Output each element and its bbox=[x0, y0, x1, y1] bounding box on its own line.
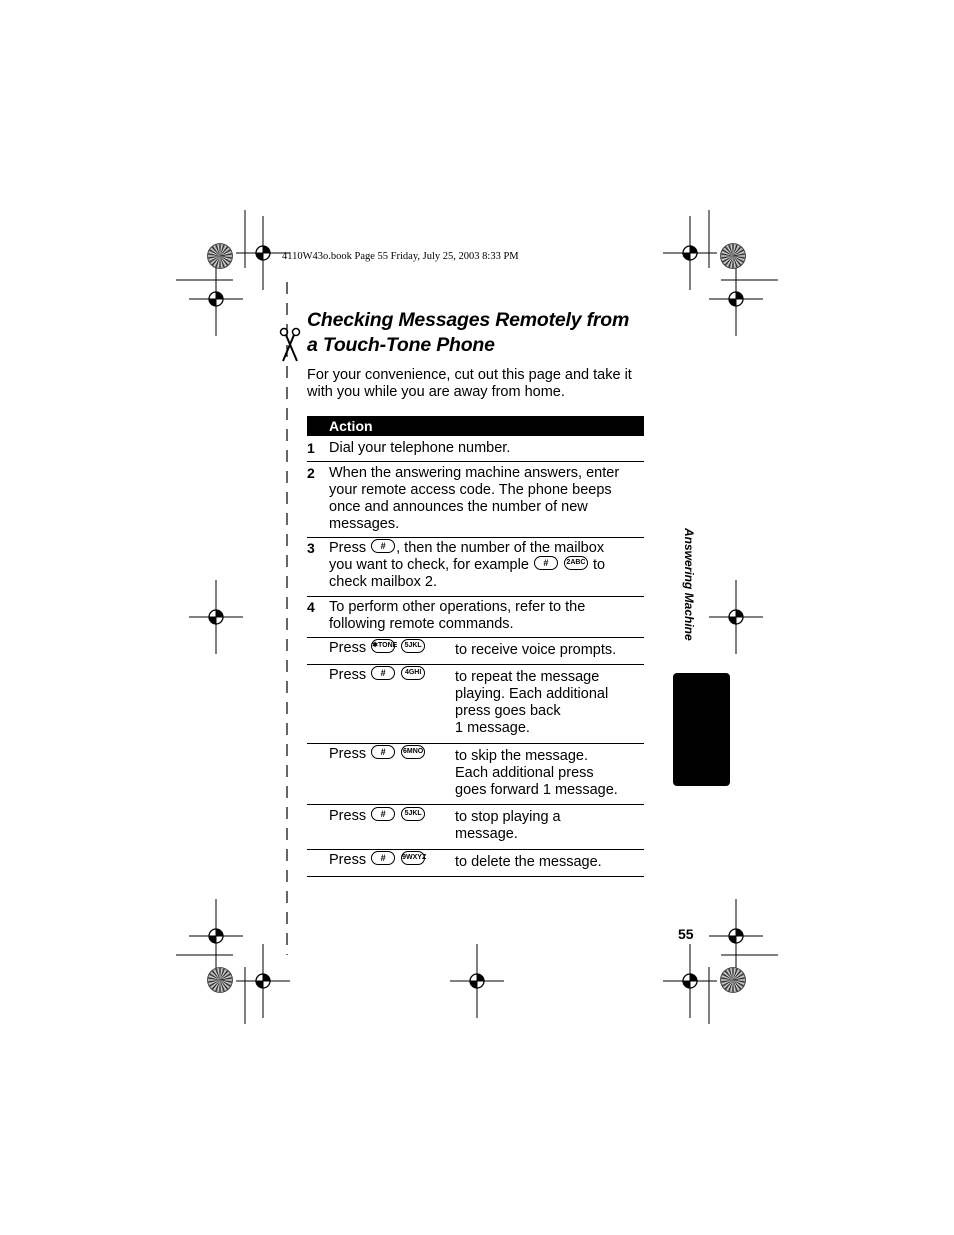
press-label: Press bbox=[329, 852, 367, 868]
registration-target-icon bbox=[709, 899, 763, 973]
registration-target-icon bbox=[709, 580, 763, 654]
step-3-text: Press bbox=[329, 540, 367, 556]
book-header-line: 4110W43o.book Page 55 Friday, July 25, 2003 8:33 PM bbox=[282, 251, 519, 262]
step-3-line bbox=[329, 540, 649, 557]
sunburst-dial-icon bbox=[721, 968, 746, 993]
key-5-icon: 5JKL bbox=[401, 639, 425, 653]
command-desc-line: to stop playing a bbox=[455, 809, 561, 825]
step-3-text: to bbox=[592, 557, 606, 573]
registration-target-icon bbox=[450, 944, 504, 1018]
key-2-icon: 2ABC bbox=[564, 556, 588, 570]
command-desc-line: to skip the message. bbox=[455, 748, 588, 764]
command-desc-line: to receive voice prompts. bbox=[455, 642, 617, 658]
step-text bbox=[329, 599, 649, 633]
registration-target-icon bbox=[189, 580, 243, 654]
press-label: Press bbox=[329, 667, 367, 683]
intro-line-1: For your convenience, cut out this page and take it bbox=[307, 367, 632, 383]
hash-key-icon: # bbox=[371, 539, 395, 553]
command-desc-line: Each additional press bbox=[455, 765, 594, 781]
page-title bbox=[307, 308, 667, 358]
key-9-icon: 9WXYZ bbox=[401, 851, 425, 865]
press-label: Press bbox=[329, 640, 367, 656]
step-3-text: you want to check, for example bbox=[329, 557, 529, 573]
row-divider bbox=[307, 804, 644, 805]
section-thumb-tab bbox=[673, 673, 730, 786]
command-desc-line: message. bbox=[455, 826, 518, 842]
step-number: 1 bbox=[307, 440, 315, 456]
command-desc-line: goes forward 1 message. bbox=[455, 782, 618, 798]
sunburst-dial-icon bbox=[721, 244, 746, 269]
row-divider bbox=[307, 461, 644, 462]
step-text bbox=[329, 465, 649, 533]
sunburst-dial-icon bbox=[208, 244, 233, 269]
section-side-label: Answering Machine bbox=[682, 528, 696, 641]
registration-target-icon bbox=[189, 899, 243, 973]
registration-target-icon bbox=[236, 944, 290, 1018]
key-6-icon: 6MNO bbox=[401, 745, 425, 759]
row-divider bbox=[307, 637, 644, 638]
page-number: 55 bbox=[678, 926, 694, 942]
row-divider bbox=[307, 849, 644, 850]
command-press bbox=[329, 667, 426, 684]
step-4-line: To perform other operations, refer to the bbox=[329, 599, 586, 615]
step-number: 4 bbox=[307, 599, 315, 615]
step-4-line: following remote commands. bbox=[329, 616, 514, 632]
intro-paragraph bbox=[307, 367, 657, 401]
key-4-icon: 4GHI bbox=[401, 666, 425, 680]
step-text bbox=[329, 540, 649, 591]
star-tone-key-icon: ✱TONE bbox=[371, 639, 395, 653]
row-divider bbox=[307, 664, 644, 665]
step-3-text: , then the number of the mailbox bbox=[396, 540, 605, 556]
command-description bbox=[455, 854, 645, 871]
step-text bbox=[329, 440, 649, 457]
key-5-icon: 5JKL bbox=[401, 807, 425, 821]
hash-key-icon: # bbox=[534, 556, 558, 570]
hash-key-icon: # bbox=[371, 851, 395, 865]
row-divider bbox=[307, 596, 644, 597]
step-2-line: messages. bbox=[329, 516, 400, 532]
command-press bbox=[329, 746, 426, 763]
table-header bbox=[307, 416, 644, 436]
command-desc-line: press goes back bbox=[455, 703, 561, 719]
title-line-2: a Touch-Tone Phone bbox=[307, 334, 495, 356]
row-divider bbox=[307, 537, 644, 538]
step-3-line: check mailbox 2. bbox=[329, 574, 437, 590]
row-divider bbox=[307, 743, 644, 744]
command-press bbox=[329, 808, 426, 825]
hash-key-icon: # bbox=[371, 807, 395, 821]
step-3-line bbox=[329, 557, 649, 574]
sunburst-dial-icon bbox=[208, 968, 233, 993]
step-number: 2 bbox=[307, 465, 315, 481]
hash-key-icon: # bbox=[371, 745, 395, 759]
command-desc-line: to repeat the message bbox=[455, 669, 600, 685]
command-press bbox=[329, 640, 426, 657]
command-desc-line: 1 message. bbox=[455, 720, 530, 736]
step-1-line: Dial your telephone number. bbox=[329, 440, 511, 456]
scissors-icon bbox=[279, 327, 301, 368]
press-label: Press bbox=[329, 808, 367, 824]
command-desc-line: playing. Each additional bbox=[455, 686, 609, 702]
step-2-line: When the answering machine answers, enter bbox=[329, 465, 620, 481]
press-label: Press bbox=[329, 746, 367, 762]
step-number: 3 bbox=[307, 540, 315, 556]
command-description bbox=[455, 669, 645, 737]
command-press bbox=[329, 852, 426, 869]
table-bottom-rule bbox=[307, 876, 644, 877]
registration-target-icon bbox=[189, 262, 243, 336]
command-description bbox=[455, 809, 645, 843]
step-2-line: your remote access code. The phone beeps bbox=[329, 482, 612, 498]
hash-key-icon: # bbox=[371, 666, 395, 680]
table-header-action: Action bbox=[329, 418, 373, 434]
command-description bbox=[455, 748, 645, 799]
registration-target-icon bbox=[709, 262, 763, 336]
command-desc-line: to delete the message. bbox=[455, 854, 602, 870]
intro-line-2: with you while you are away from home. bbox=[307, 384, 565, 400]
step-2-line: once and announces the number of new bbox=[329, 499, 588, 515]
title-line-1: Checking Messages Remotely from bbox=[307, 309, 630, 331]
command-description bbox=[455, 642, 645, 659]
